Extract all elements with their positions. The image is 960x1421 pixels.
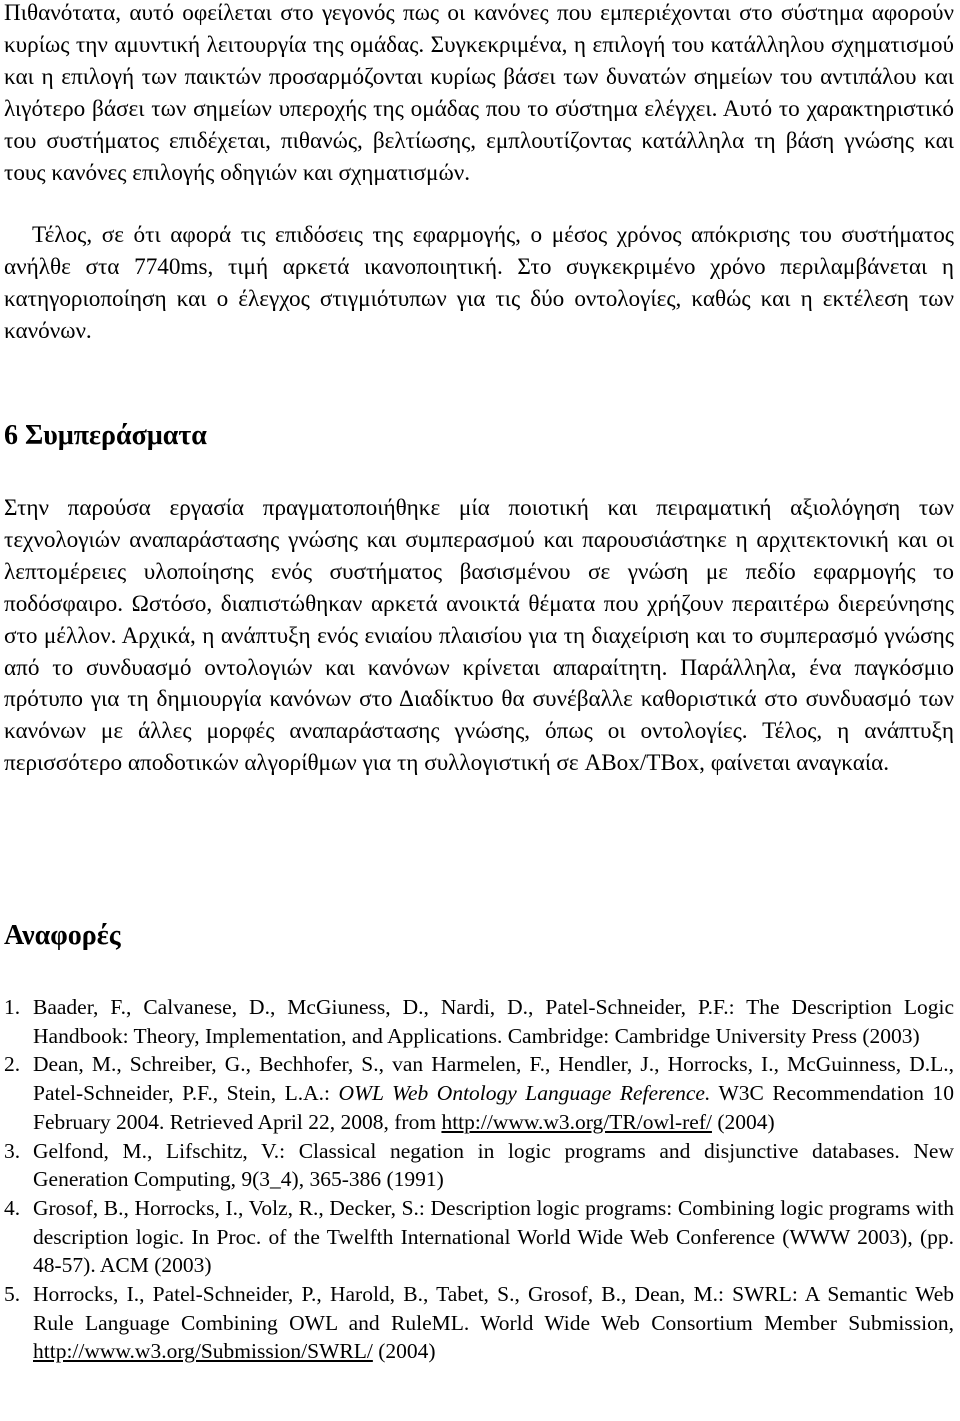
reference-item xyxy=(4,1280,954,1366)
reference-list xyxy=(4,993,954,1366)
reference-item xyxy=(4,1050,954,1136)
reference-item xyxy=(4,993,954,1050)
body-paragraph: Τέλος, σε ότι αφορά τις επιδόσεις της εφαρμογής, ο μέσος χρόνος απόκρισης του συστήματος ανήλθε στα 7740ms, τιμή αρκετά ικανοποιητική. Στο συγκεκριμένο χρόνο περιλαμβάνεται η κατηγοριοποίηση και ο έλεγχος στιγμιότυπων για τις δύο οντολογίες, καθώς και η εκτέλεση των κανόνων. xyxy=(4,222,954,344)
reference-text: Gelfond, M., Lifschitz, V.: Classical negation in logic programs and disjunctive databases. New Generation Computing, 9(3_4), 365-386 (1991) xyxy=(33,1138,954,1192)
reference-number: 1. xyxy=(4,995,21,1019)
reference-text: Baader, F., Calvanese, D., McGiuness, D., Nardi, D., Patel-Schneider, P.F.: The Description Logic Handbook: Theory, Implementation, and Applications. Cambridge: Cambridge University Press (2003) xyxy=(33,995,954,1048)
reference-text: (2004) xyxy=(711,1109,775,1134)
reference-text: (2004) xyxy=(372,1339,436,1364)
reference-number: 4. xyxy=(4,1195,21,1220)
reference-link[interactable]: http://www.w3.org/TR/owl-ref/ xyxy=(441,1109,712,1134)
section-heading: 6 Συμπεράσματα xyxy=(4,420,207,451)
references-heading: Αναφορές xyxy=(4,920,121,951)
reference-text: W3C Recommendation 10 February 2004. Retrieved April 22, 2008, from xyxy=(33,1081,954,1134)
reference-title: OWL Web Ontology Language Reference. xyxy=(338,1081,711,1106)
reference-number: 5. xyxy=(4,1282,21,1307)
reference-text: Dean, M., Schreiber, G., Bechhofer, S., van Harmelen, F., Hendler, J., Horrocks, I., McGuinness, D.L., Patel-Schneider, P.F., Stein, L.A.: xyxy=(33,1052,954,1106)
reference-text: Grosof, B., Horrocks, I., Volz, R., Decker, S.: Description logic programs: Combining logic programs with description logic. In Proc. of the Twelfth International World Wide Web Conference (WWW 2003), (pp. 48-57). ACM (2003) xyxy=(33,1195,954,1278)
body-paragraph: Πιθανότατα, αυτό οφείλεται στο γεγονός πως οι κανόνες που εμπεριέχονται στο σύστημα αφορούν κυρίως την αμυντική λειτουργία της ομάδας. Συγκεκριμένα, η επιλογή του κατάλληλου σχηματισμού και η επιλογή των παικτών προσαρμόζονται κυρίως βάσει των δυνατών σημείων του αντιπάλου και λιγότερο βάσει των σημείων υπεροχής της ομάδας που το σύστημα ελέγχει. Αυτό το χαρακτηριστικό του συστήματος επιδέχεται, πιθανώς, βελτίωσης, εμπλουτίζοντας κατάλληλα τη βάση γνώσης και τους κανόνες επιλογής οδηγιών και σχηματισμών. xyxy=(4,0,954,186)
reference-item xyxy=(4,1194,954,1280)
reference-item xyxy=(4,1137,954,1194)
body-paragraph: Στην παρούσα εργασία πραγματοποιήθηκε μία ποιοτική και πειραματική αξιολόγηση των τεχνολογιών αναπαράστασης γνώσης και συμπερασμού και παρουσιάστηκε η αρχιτεκτονική και οι λεπτομέρειες υλοποίησης ενός συστήματος βασισμένου σε γνώση με πεδίο εφαρμογής το ποδόσφαιρο. Ωστόσο, διαπιστώθηκαν αρκετά ανοικτά θέματα που χρήζουν περαιτέρω διερεύνησης στο μέλλον. Αρχικά, η ανάπτυξη ενός ενιαίου πλαισίου για τη διαχείριση και το συμπερασμό γνώσης από το συνδυασμό οντολογιών και κανόνων κρίνεται απαραίτητη. Παράλληλα, ένα παγκόσμιο πρότυπο για τη δημιουργία κανόνων στο Διαδίκτυο θα συνέβαλλε καθοριστικά στο συνδυασμό των κανόνων με άλλες μορφές αναπαράστασης γνώσης, όπως οι οντολογίες. Τέλος, η ανάπτυξη περισσότερο αποδοτικών αλγορίθμων για τη συλλογιστική σε ABox/TBox, φαίνεται αναγκαία. xyxy=(4,495,954,777)
reference-number: 3. xyxy=(4,1138,21,1163)
reference-text: Horrocks, I., Patel-Schneider, P., Harold, B., Tabet, S., Grosof, B., Dean, M.: SWRL: A Semantic Web Rule Language Combining OWL and RuleML. World Wide Web Consortium Member Submission, xyxy=(33,1282,954,1335)
reference-link[interactable]: http://www.w3.org/Submission/SWRL/ xyxy=(33,1339,373,1364)
reference-number: 2. xyxy=(4,1052,21,1077)
